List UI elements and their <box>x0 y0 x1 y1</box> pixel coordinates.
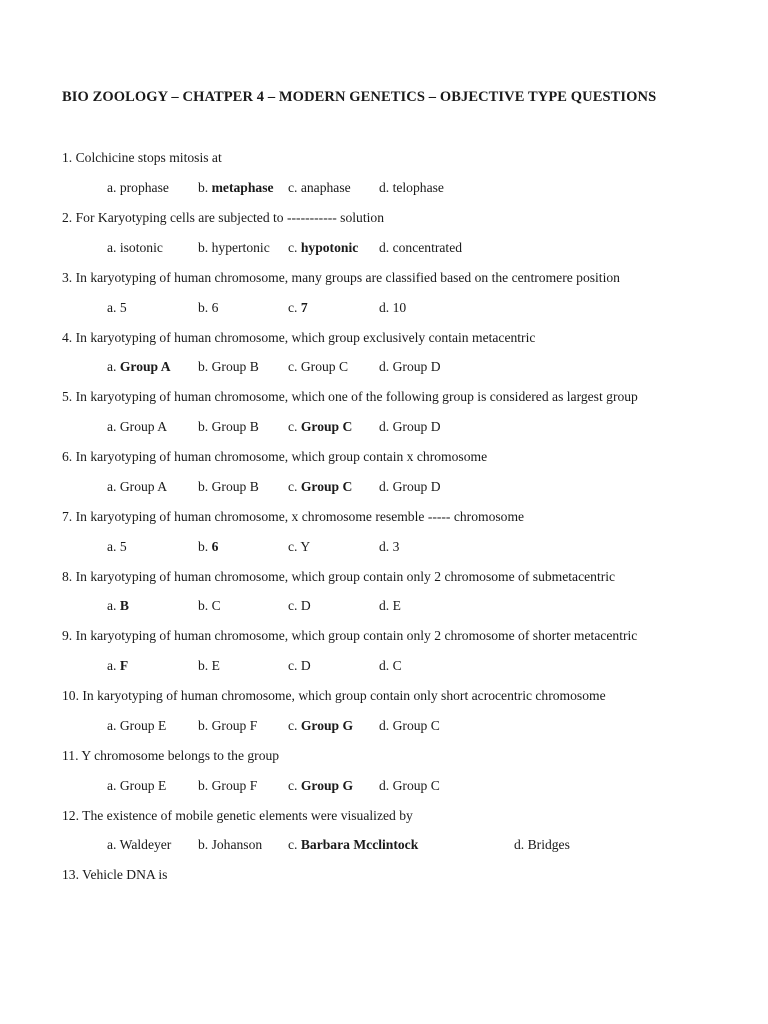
option-d: d. Group C <box>379 718 440 733</box>
option-c: c. Group C <box>288 359 349 374</box>
question-text: 5. In karyotyping of human chromosome, which one of the following group is considered as largest group <box>62 389 638 404</box>
option-b: b. Group F <box>198 778 258 793</box>
option-b: b. 6 <box>198 539 219 554</box>
option-c: c. 7 <box>288 300 308 315</box>
question-text: 2. For Karyotyping cells are subjected to ----------- solution <box>62 210 384 225</box>
answer-options <box>107 300 747 318</box>
option-b: b. Group F <box>198 718 258 733</box>
option-a: a. F <box>107 658 129 673</box>
option-b: b. 6 <box>198 300 219 315</box>
question-text: 10. In karyotyping of human chromosome, which group contain only short acrocentric chromosome <box>62 688 606 703</box>
option-b: b. Johanson <box>198 837 263 852</box>
correct-answer: B <box>119 598 129 613</box>
option-d: d. 10 <box>379 300 407 315</box>
option-b: b. hypertonic <box>198 240 270 255</box>
option-c: c. D <box>288 598 311 613</box>
option-c: c. Group C <box>288 419 353 434</box>
option-a: a. B <box>107 598 129 613</box>
option-b: b. C <box>198 598 221 613</box>
option-d: d. E <box>379 598 401 613</box>
option-c: c. Y <box>288 539 311 554</box>
correct-answer: F <box>119 658 129 673</box>
option-c: c. Group G <box>288 718 354 733</box>
answer-options <box>107 419 747 437</box>
option-d: d. 3 <box>379 539 400 554</box>
option-b: b. metaphase <box>198 180 274 195</box>
option-a: a. 5 <box>107 539 127 554</box>
correct-answer: hypotonic <box>300 240 359 255</box>
question-text: 3. In karyotyping of human chromosome, many groups are classified based on the centromere position <box>62 270 620 285</box>
option-a: a. Group A <box>107 359 171 374</box>
answer-options <box>107 658 747 676</box>
question-text: 7. In karyotyping of human chromosome, x chromosome resemble ----- chromosome <box>62 509 525 524</box>
correct-answer: Barbara Mcclintock <box>300 837 419 852</box>
option-a: a. Group E <box>107 778 167 793</box>
question-text: 12. The existence of mobile genetic elements were visualized by <box>62 808 413 823</box>
option-d: d. Group D <box>379 479 441 494</box>
option-c: c. Group C <box>288 479 353 494</box>
correct-answer: Group C <box>300 479 353 494</box>
option-b: b. E <box>198 658 220 673</box>
option-b: b. Group B <box>198 359 259 374</box>
answer-options <box>107 479 747 497</box>
option-a: a. prophase <box>107 180 169 195</box>
correct-answer: Group A <box>119 359 171 374</box>
option-d: d. Bridges <box>514 837 570 852</box>
option-c: c. hypotonic <box>288 240 359 255</box>
option-a: a. Group E <box>107 718 167 733</box>
correct-answer: metaphase <box>211 180 274 195</box>
option-b: b. Group B <box>198 479 259 494</box>
option-c: c. Barbara Mcclintock <box>288 837 419 852</box>
option-b: b. Group B <box>198 419 259 434</box>
option-c: c. D <box>288 658 311 673</box>
document-title: BIO ZOOLOGY – CHATPER 4 – MODERN GENETICS – OBJECTIVE TYPE QUESTIONS <box>62 89 657 105</box>
question-text: 9. In karyotyping of human chromosome, which group contain only 2 chromosome of shorter metacentric <box>62 628 638 643</box>
option-a: a. isotonic <box>107 240 163 255</box>
question-text: 11. Y chromosome belongs to the group <box>62 748 280 763</box>
question-text: 13. Vehicle DNA is <box>62 867 168 882</box>
answer-options <box>107 539 747 557</box>
option-d: d. C <box>379 658 402 673</box>
option-c: c. anaphase <box>288 180 351 195</box>
answer-options <box>107 180 747 198</box>
option-a: a. 5 <box>107 300 127 315</box>
answer-options <box>107 240 747 258</box>
option-d: d. Group D <box>379 419 441 434</box>
option-c: c. Group G <box>288 778 354 793</box>
correct-answer: Group G <box>300 718 354 733</box>
answer-options <box>107 359 747 377</box>
option-d: d. telophase <box>379 180 444 195</box>
option-a: a. Group A <box>107 419 168 434</box>
option-d: d. Group C <box>379 778 440 793</box>
answer-options <box>107 778 747 796</box>
correct-answer: 6 <box>211 539 219 554</box>
question-text: 6. In karyotyping of human chromosome, which group contain x chromosome <box>62 449 488 464</box>
answer-options <box>107 598 747 616</box>
option-d: d. Group D <box>379 359 441 374</box>
question-text: 1. Colchicine stops mitosis at <box>62 150 222 165</box>
option-a: a. Group A <box>107 479 168 494</box>
answer-options <box>107 718 747 736</box>
answer-options <box>107 837 747 855</box>
option-d: d. concentrated <box>379 240 463 255</box>
correct-answer: Group G <box>300 778 354 793</box>
question-text: 4. In karyotyping of human chromosome, which group exclusively contain metacentric <box>62 330 536 345</box>
correct-answer: 7 <box>300 300 308 315</box>
option-a: a. Waldeyer <box>107 837 172 852</box>
question-text: 8. In karyotyping of human chromosome, which group contain only 2 chromosome of submetacentric <box>62 569 616 584</box>
correct-answer: Group C <box>300 419 353 434</box>
